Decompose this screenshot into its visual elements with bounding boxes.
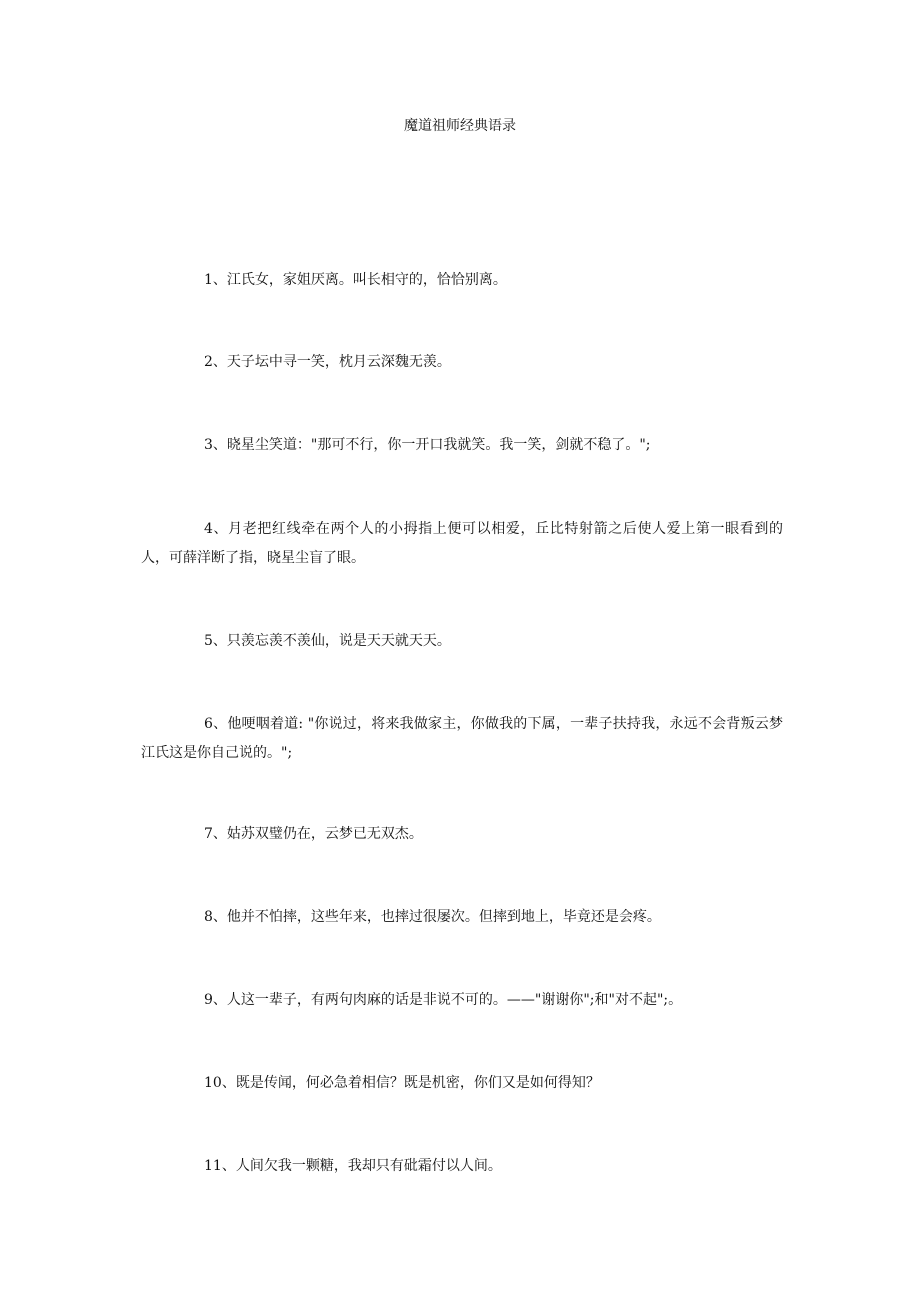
- quote-paragraph-1: 1、江氏女，家姐厌离。叫长相守的，恰恰别离。: [204, 272, 507, 288]
- quote-paragraph-9: 9、人这一辈子，有两句肉麻的话是非说不可的。——"谢谢你";和"对不起";。: [204, 992, 683, 1008]
- quote-paragraph-6: 6、他哽咽着道: "你说过，将来我做家主，你做我的下属，一辈子扶持我，永远不会背叛云梦江氏这是你自己说的。";: [141, 716, 783, 761]
- quote-paragraph-10: 10、既是传闻，何必急着相信？既是机密，你们又是如何得知？: [204, 1075, 600, 1091]
- quote-paragraph-8: 8、他并不怕摔，这些年来，也摔过很屡次。但摔到地上，毕竟还是会疼。: [204, 909, 661, 925]
- quote-paragraph-11: 11、人间欠我一颗糖，我却只有砒霜付以人间。: [204, 1158, 502, 1174]
- quote-paragraph-3: 3、晓星尘笑道："那可不行，你一开口我就笑。我一笑，剑就不稳了。";: [204, 437, 651, 453]
- quote-paragraph-4: 4、月老把红线牵在两个人的小拇指上便可以相爱，丘比特射箭之后使人爱上第一眼看到的人，可薛洋断了指，晓星尘盲了眼。: [141, 521, 783, 566]
- document-title: 魔道祖师经典语录: [404, 118, 516, 134]
- quote-paragraph-2: 2、天子坛中寻一笑，枕月云深魏无羡。: [204, 354, 451, 370]
- quote-paragraph-5: 5、只羡忘羡不羡仙，说是天天就天天。: [204, 633, 451, 649]
- quote-paragraph-7: 7、姑苏双璧仍在，云梦已无双杰。: [204, 826, 423, 842]
